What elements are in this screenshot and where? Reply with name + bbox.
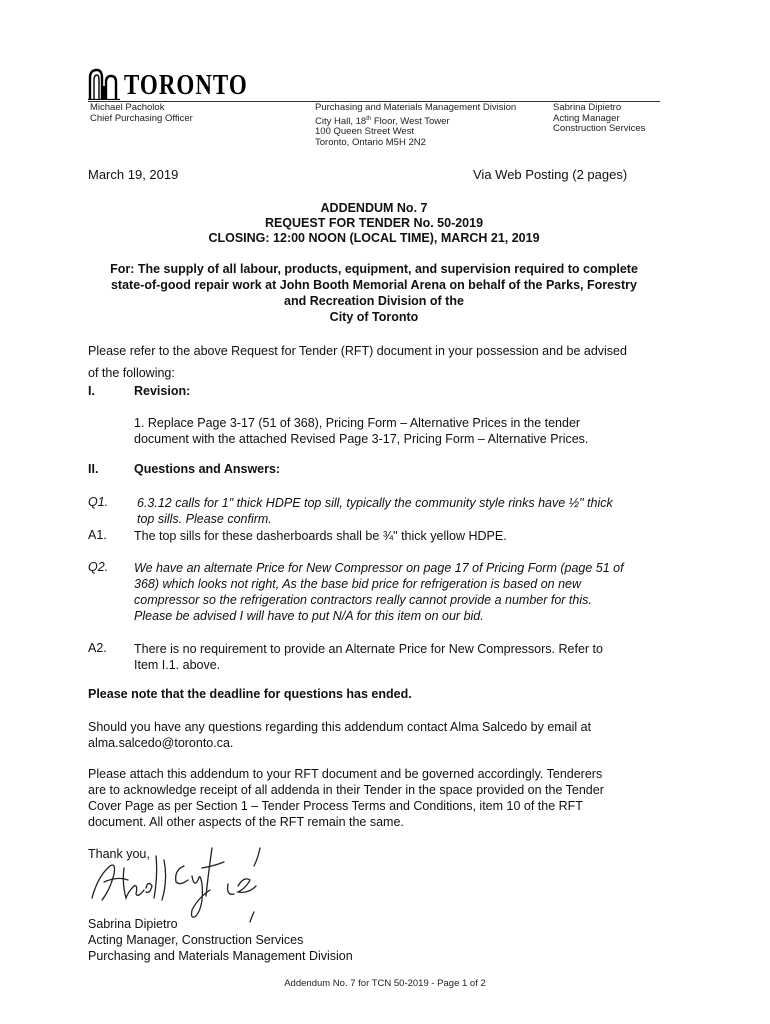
signatory-title: Acting Manager, Construction Services — [88, 933, 304, 947]
letterhead-col-address — [315, 103, 516, 148]
answer-2-label: A2. — [88, 641, 107, 655]
delivery-method: Via Web Posting (2 pages) — [473, 167, 628, 182]
question-line: top sills. Please confirm. — [137, 512, 272, 526]
logo-wordmark: TORONTO — [124, 68, 248, 100]
acknowledgement-line: document. All other aspects of the RFT remain the same. — [88, 815, 404, 829]
question-line: We have an alternate Price for New Compressor on page 17 of Pricing Form (page 51 of — [134, 561, 624, 575]
answer-line: Item I.1. above. — [134, 658, 221, 672]
signatory-division: Purchasing and Materials Management Division — [88, 949, 353, 963]
revision-text — [134, 415, 664, 447]
section-2-number: II. — [88, 462, 99, 476]
officer-name: Michael Pacholok — [90, 102, 165, 113]
question-line: 368) which looks not right, As the base bid price for refrigeration is based on new — [134, 577, 582, 591]
section-1-title: Revision: — [134, 384, 191, 398]
question-1-text — [137, 495, 657, 527]
address-line: Toronto, Ontario M5H 2N2 — [315, 136, 426, 148]
manager-title: Acting Manager — [553, 112, 620, 124]
manager-name: Sabrina Dipietro — [553, 102, 622, 113]
scope-line: City of Toronto — [329, 310, 419, 324]
question-line: 6.3.12 calls for 1" thick HDPE top sill, typically the community style rinks have ½" thick — [137, 496, 613, 510]
division-name: Purchasing and Materials Management Division — [315, 102, 517, 113]
contact-line: Should you have any questions regarding this addendum contact Alma Salcedo by email at — [88, 720, 592, 734]
answer-1-label: A1. — [88, 528, 107, 542]
scope-line: and Recreation Division of the — [284, 294, 464, 308]
acknowledgement-line: Please attach this addendum to your RFT document and be governed accordingly. Tenderers — [88, 767, 603, 781]
city-hall-icon — [88, 66, 120, 100]
question-line: compressor so the refrigeration contractors really cannot provide a number for this. — [134, 593, 592, 607]
question-2-text — [134, 560, 654, 624]
section-2-title: Questions and Answers: — [134, 462, 281, 476]
answer-line: The top sills for these dasherboards shall be ¾" thick yellow HDPE. — [134, 529, 507, 543]
deadline-notice: Please note that the deadline for questions has ended. — [88, 687, 412, 701]
rft-number: REQUEST FOR TENDER No. 50-2019 — [264, 216, 484, 230]
revision-line: 1. Replace Page 3-17 (51 of 368), Pricing Form – Alternative Prices in the tender — [134, 416, 581, 430]
address-line: City Hall, 18th Floor, West Tower — [315, 115, 450, 127]
answer-1-text — [134, 528, 644, 544]
answer-2-text — [134, 641, 644, 673]
scope-line: For: The supply of all labour, products, equipment, and supervision required to complete — [110, 262, 638, 276]
acknowledgement-paragraph — [88, 766, 660, 830]
acknowledgement-line: are to acknowledge receipt of all addenda in their Tender in the space provided on the Tender — [88, 783, 604, 797]
scope-line: state-of-good repair work at John Booth Memorial Arena on behalf of the Parks, Forestry — [110, 278, 637, 292]
closing-time: CLOSING: 12:00 NOON (LOCAL TIME), MARCH 21, 2019 — [208, 231, 540, 245]
question-line: Please be advised I will have to put N/A for this item on our bid. — [134, 609, 484, 623]
question-1-label: Q1. — [88, 495, 109, 509]
contact-paragraph — [88, 719, 660, 751]
answer-line: There is no requirement to provide an Alternate Price for New Compressors. Refer to — [134, 642, 603, 656]
letterhead-col-manager — [553, 103, 645, 135]
intro-line: Please refer to the above Request for Tender (RFT) document in your possession and be advised — [88, 344, 627, 358]
thank-you: Thank you, — [88, 847, 150, 861]
acknowledgement-line: Cover Page as per Section 1 – Tender Process Terms and Conditions, item 10 of the RFT — [88, 799, 583, 813]
letterhead-col-officer — [90, 103, 193, 124]
addendum-title: ADDENDUM No. 7 — [320, 201, 428, 215]
signatory-block — [88, 916, 660, 964]
city-logo — [88, 66, 248, 100]
manager-unit: Construction Services — [553, 123, 646, 134]
signatory-name: Sabrina Dipietro — [88, 917, 178, 931]
question-2-label: Q2. — [88, 560, 109, 574]
contact-email: alma.salcedo@toronto.ca. — [88, 736, 234, 750]
intro-line: of the following: — [88, 366, 175, 380]
intro-paragraph — [88, 340, 660, 384]
revision-line: document with the attached Revised Page 3-17, Pricing Form – Alternative Prices. — [134, 432, 589, 446]
address-line: 100 Queen Street West — [315, 126, 415, 138]
document-date: March 19, 2019 — [88, 167, 179, 182]
page-footer: Addendum No. 7 for TCN 50-2019 - Page 1 of 2 — [284, 978, 486, 989]
section-1-number: I. — [88, 384, 95, 398]
scope-statement — [88, 261, 660, 325]
officer-title: Chief Purchasing Officer — [90, 112, 193, 124]
